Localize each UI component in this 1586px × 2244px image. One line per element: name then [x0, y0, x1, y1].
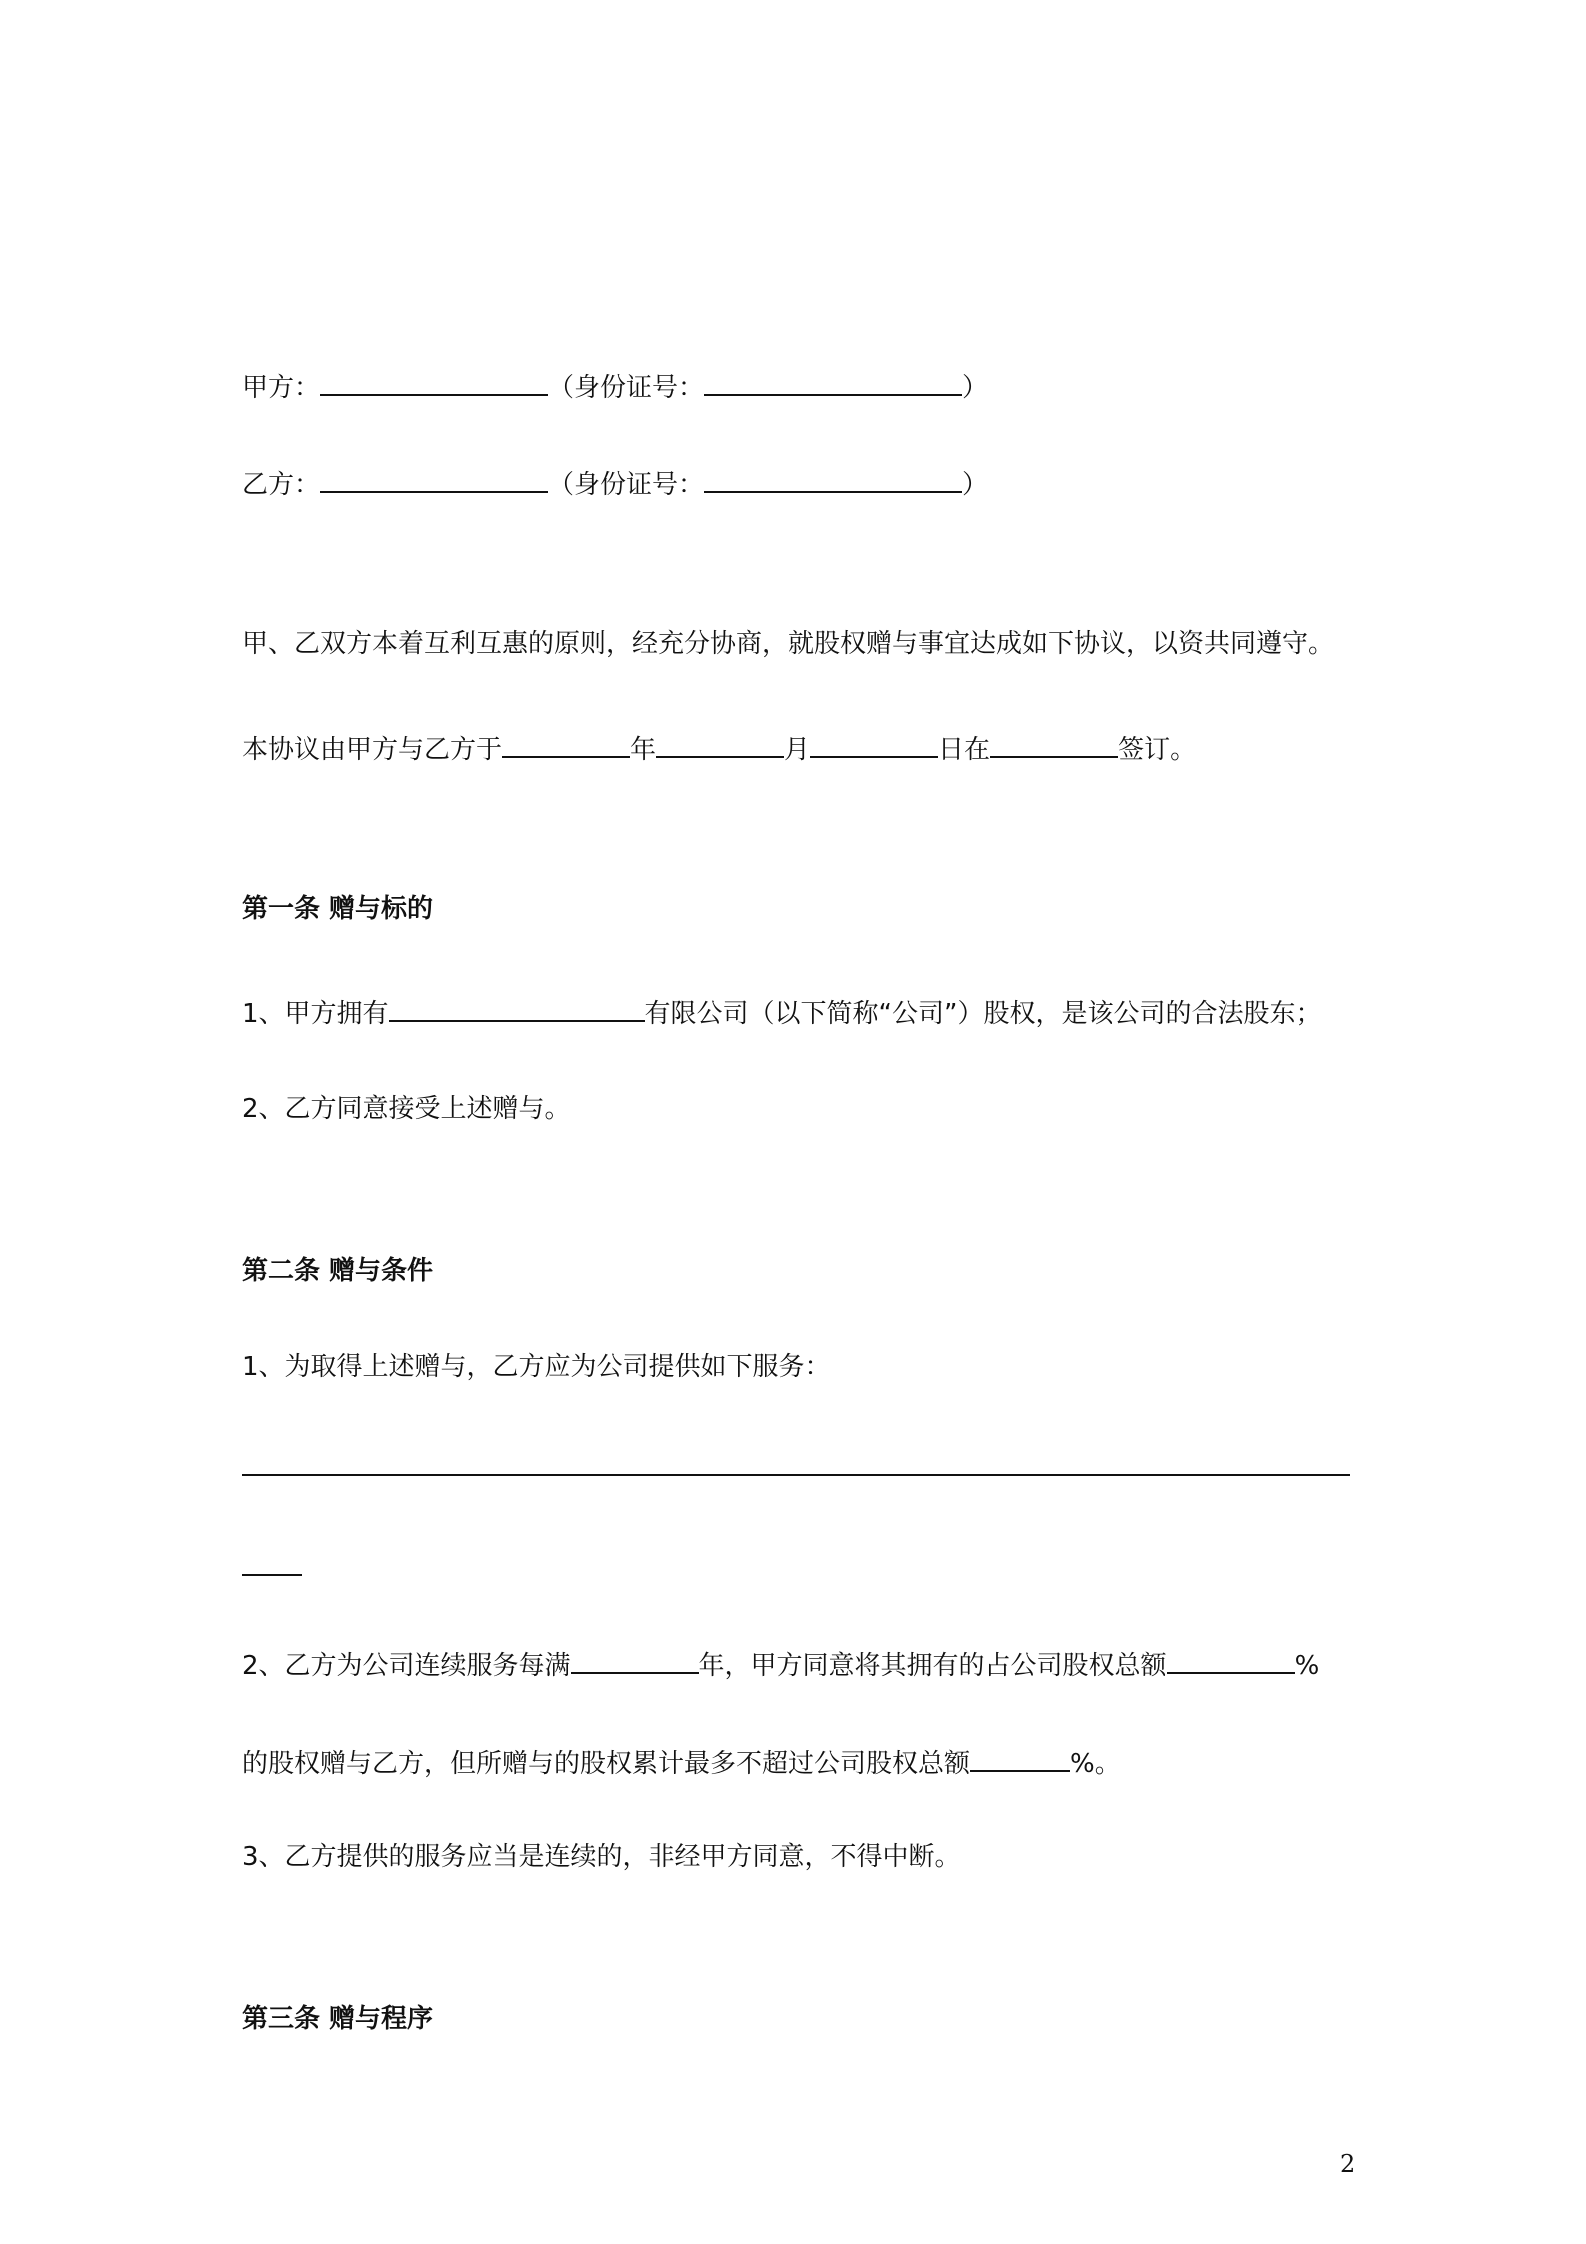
service-years-field[interactable] [571, 1646, 699, 1674]
article-1-item-1 [242, 994, 1322, 1031]
signing-month-field[interactable] [656, 730, 784, 758]
signing-month-label: 月 [784, 735, 811, 765]
article-2-item-2-cont-prefix: 的股权赠与乙方，但所赠与的股权累计最多不超过公司股权总额 [242, 1749, 971, 1779]
signing-day-field[interactable] [810, 730, 938, 758]
party-a-label: 甲方： [242, 373, 321, 403]
party-a-id-close: ） [962, 373, 989, 403]
article-1-item-1-suffix: 有限公司（以下简称“公司”）股权，是该公司的合法股东； [644, 999, 1322, 1029]
signing-year-field[interactable] [502, 730, 630, 758]
party-b-line [242, 465, 988, 502]
signing-day-label: 日在 [938, 735, 991, 765]
party-a-name-field[interactable] [320, 368, 548, 396]
service-description-field[interactable] [242, 1474, 1350, 1476]
service-description-field-continuation[interactable] [242, 1574, 302, 1576]
article-1-item-2: 2、乙方同意接受上述赠与。 [242, 1094, 571, 1124]
article-2-item-2-end: % [1294, 1651, 1320, 1681]
party-a-id-field[interactable] [704, 368, 962, 396]
preamble-text: 甲、乙双方本着互利互惠的原则，经充分协商，就股权赠与事宜达成如下协议，以资共同遵守。 [242, 629, 1335, 659]
article-2-title: 第二条 赠与条件 [242, 1256, 434, 1286]
party-b-id-close: ） [962, 470, 989, 500]
party-b-name-field[interactable] [320, 465, 548, 493]
page-number: 2 [1340, 2150, 1356, 2178]
signing-prefix: 本协议由甲方与乙方于 [242, 735, 503, 765]
party-a-id-label: （身份证号： [548, 373, 705, 403]
signing-suffix: 签订。 [1118, 735, 1197, 765]
party-a-line [242, 368, 988, 405]
article-3-title: 第三条 赠与程序 [242, 2004, 434, 2034]
share-percent-field[interactable] [1167, 1646, 1295, 1674]
article-2-item-1: 1、为取得上述赠与，乙方应为公司提供如下服务： [242, 1352, 831, 1382]
max-percent-field[interactable] [970, 1744, 1070, 1772]
article-2-item-3: 3、乙方提供的服务应当是连续的，非经甲方同意，不得中断。 [242, 1842, 961, 1872]
article-2-item-2-continued [242, 1744, 1121, 1781]
party-b-label: 乙方： [242, 470, 321, 500]
signing-line [242, 730, 1196, 767]
party-b-id-label: （身份证号： [548, 470, 705, 500]
party-b-id-field[interactable] [704, 465, 962, 493]
article-1-title: 第一条 赠与标的 [242, 894, 434, 924]
company-name-field[interactable] [389, 994, 645, 1022]
article-2-item-2-cont-suffix: %。 [1070, 1749, 1121, 1779]
signing-place-field[interactable] [990, 730, 1118, 758]
signing-year-label: 年 [630, 735, 657, 765]
article-2-item-2 [242, 1646, 1319, 1683]
article-2-item-2-mid: 年，甲方同意将其拥有的占公司股权总额 [698, 1651, 1167, 1681]
article-2-item-2-prefix: 2、乙方为公司连续服务每满 [242, 1651, 571, 1681]
article-1-item-1-prefix: 1、甲方拥有 [242, 999, 389, 1029]
